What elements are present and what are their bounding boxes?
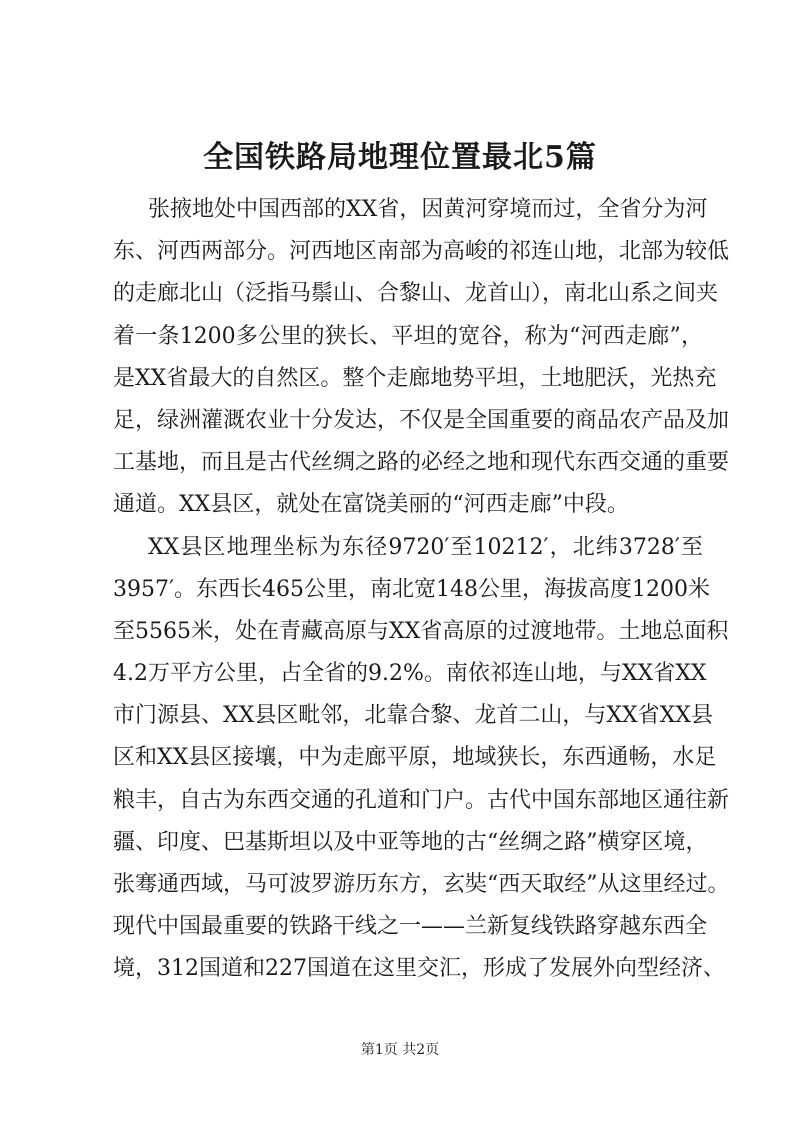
paragraph-line: 境，312国道和227国道在这里交汇，形成了发展外向型经济、 (113, 956, 725, 982)
paragraph-line: 4.2万平方公里，占全省的9.2%。南依祁连山地，与XX省XX (113, 661, 707, 687)
paragraph-line: 工基地，而且是古代丝绸之路的必经之地和现代东西交通的重要 (113, 450, 730, 476)
paragraph-line: 是XX省最大的自然区。整个走廊地势平坦，土地肥沃，光热充 (113, 365, 717, 391)
paragraph-line: 足，绿洲灌溉农业十分发达，不仅是全国重要的商品农产品及加 (113, 407, 730, 433)
paragraph-line: 张掖地处中国西部的XX省，因黄河穿境而过，全省分为河 (148, 197, 708, 222)
paragraph-line: 疆、印度、巴基斯坦以及中亚等地的古“丝绸之路”横穿区境， (113, 829, 708, 855)
page-number-footer: 第1页 共2页 (360, 1042, 440, 1058)
paragraph-line: 张骞通西域，马可波罗游历东方，玄奘“西天取经”从这里经过。 (113, 872, 730, 897)
paragraph-line: 粮丰，自古为东西交通的孔道和门户。古代中国东部地区通往新 (113, 787, 730, 813)
paragraph-line: 3957′。东西长465公里，南北宽148公里，海拔高度1200米 (113, 576, 710, 602)
paragraph-line: 市门源县、XX县区毗邻，北靠合黎、龙首二山，与XX省XX县 (113, 703, 713, 729)
document-body (113, 189, 730, 991)
paragraph-line: 的走廊北山（泛指马鬃山、合黎山、龙首山），南北山系之间夹 (113, 281, 719, 307)
paragraph-line: 区和XX县区接壤，中为走廊平原，地域狭长，东西通畅，水足 (113, 745, 717, 771)
paragraph-line: 现代中国最重要的铁路干线之一——兰新复线铁路穿越东西全 (113, 914, 708, 940)
paragraph-line: 东、河西两部分。河西地区南部为高峻的祁连山地，北部为较低 (113, 239, 730, 265)
paragraph-line: 通道。XX县区，就处在富饶美丽的“河西走廊”中段。 (113, 492, 629, 518)
paragraph-line: 至5565米，处在青藏高原与XX省高原的过渡地带。土地总面积 (113, 618, 729, 644)
page-title: 全国铁路局地理位置最北5篇 (203, 140, 597, 175)
paragraph-line: 着一条1200多公里的狭长、平坦的宽谷，称为“河西走廊”， (113, 323, 703, 349)
paragraph-line: XX县区地理坐标为东径9720′至10212′，北纬3728′至 (148, 534, 703, 560)
